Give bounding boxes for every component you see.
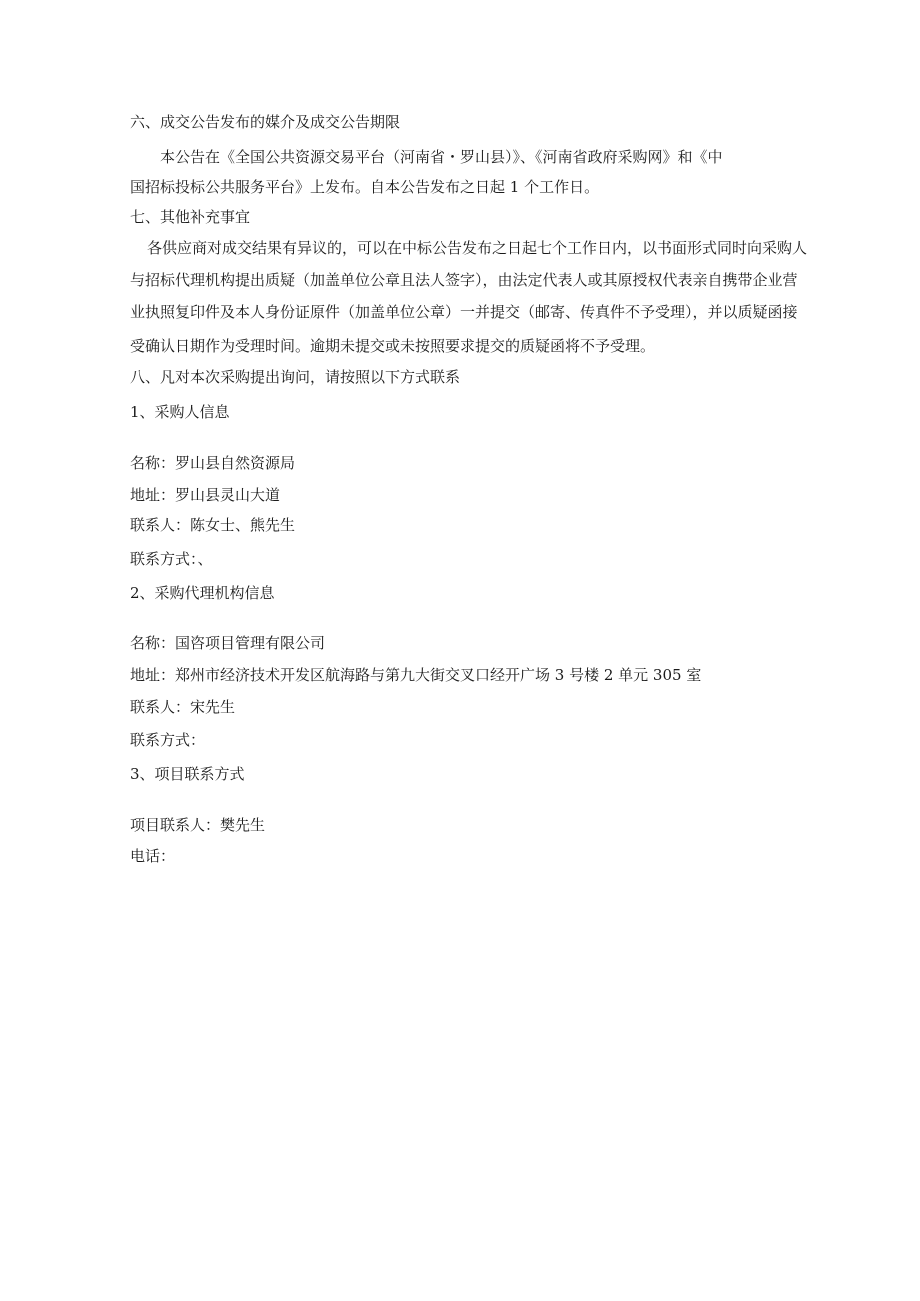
section6-heading: 六、成交公告发布的媒介及成交公告期限 [130, 113, 401, 131]
section7-body-line4: 受确认日期作为受理时间。逾期未提交或未按照要求提交的质疑函将不予受理。 [130, 337, 656, 355]
purchaser-address: 地址：罗山县灵山大道 [130, 486, 281, 504]
section7-heading: 七、其他补充事宜 [130, 208, 251, 226]
section7-body-line3: 业执照复印件及本人身份证原件（加盖单位公章）一并提交（邮寄、传真件不予受理），并以质疑函接 [130, 303, 798, 321]
section6-body-line1: 本公告在《全国公共资源交易平台（河南省・罗山县）》、《河南省政府采购网》和《中 [160, 148, 723, 166]
agency-contact: 联系人：宋先生 [130, 698, 236, 716]
agency-heading: 2、采购代理机构信息 [130, 584, 275, 602]
project-contact: 项目联系人：樊先生 [130, 816, 266, 834]
purchaser-phone: 联系方式：、 [130, 550, 213, 568]
project-phone: 电话： [130, 847, 176, 865]
purchaser-heading: 1、采购人信息 [130, 403, 230, 421]
section7-body-line1: 各供应商对成交结果有异议的，可以在中标公告发布之日起七个工作日内，以书面形式同时向采购人 [147, 239, 808, 257]
section6-body-line2: 国招标投标公共服务平台》上发布。自本公告发布之日起 1 个工作日。 [130, 178, 600, 196]
section7-body-line2: 与招标代理机构提出质疑（加盖单位公章且法人签字），由法定代表人或其原授权代表亲自携带企业营 [130, 271, 798, 289]
agency-phone: 联系方式： [130, 731, 206, 749]
purchaser-name: 名称：罗山县自然资源局 [130, 454, 296, 472]
section8-heading: 八、凡对本次采购提出询问，请按照以下方式联系 [130, 368, 461, 386]
agency-name: 名称：国咨项目管理有限公司 [130, 634, 326, 652]
project-heading: 3、项目联系方式 [130, 765, 245, 783]
agency-address: 地址：郑州市经济技术开发区航海路与第九大街交叉口经开广场 3 号楼 2 单元 305 室 [130, 666, 702, 684]
purchaser-contact: 联系人：陈女士、熊先生 [130, 516, 296, 534]
